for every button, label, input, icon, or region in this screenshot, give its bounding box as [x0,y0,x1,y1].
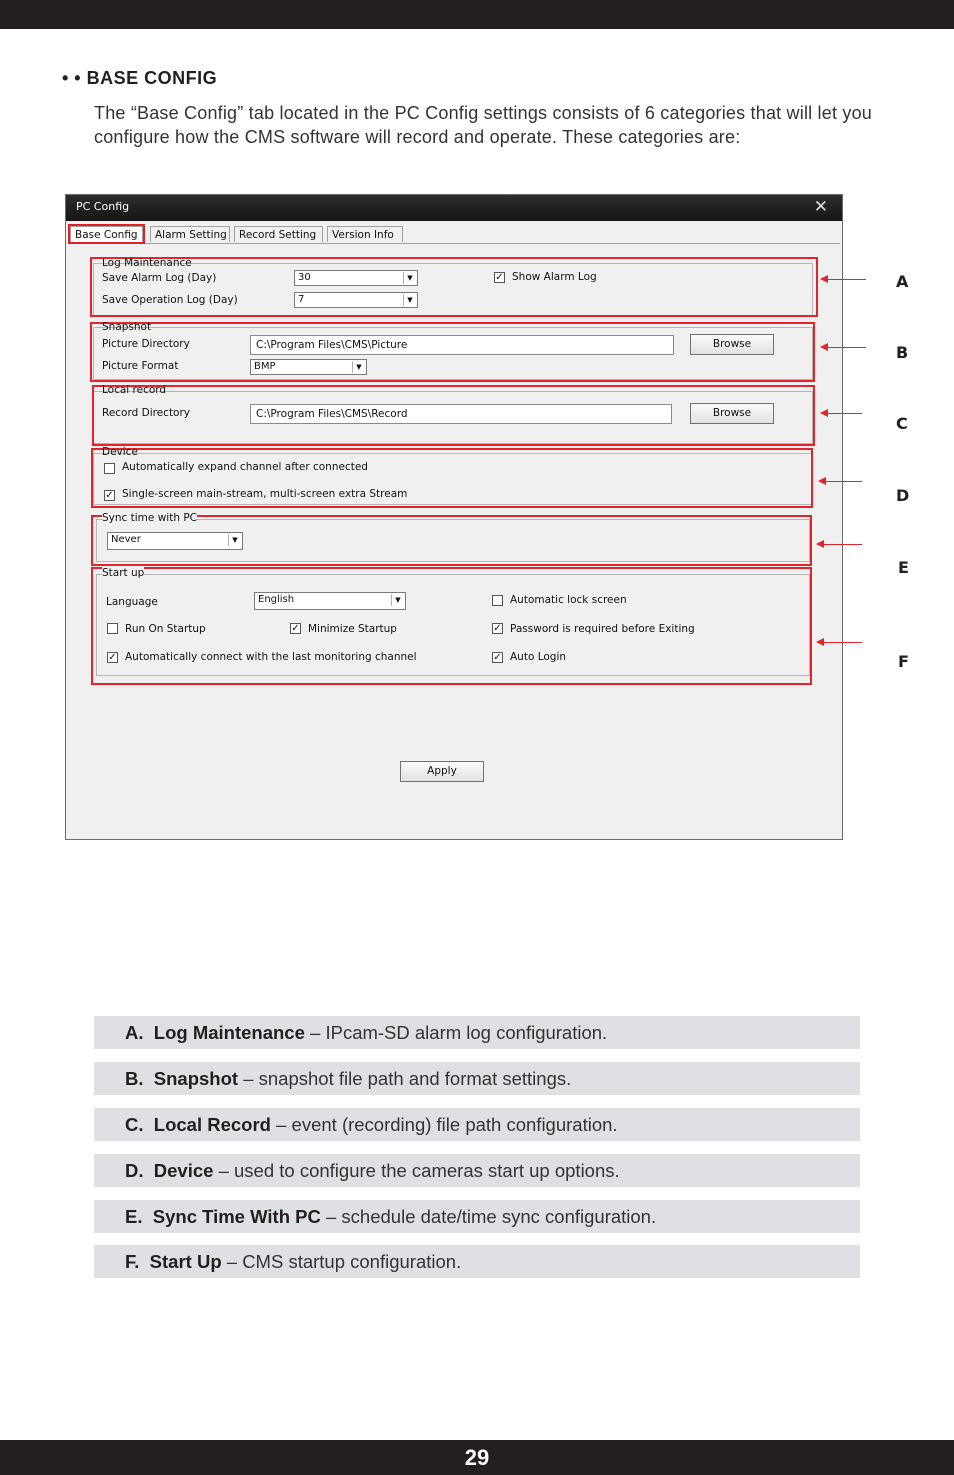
chevron-down-icon: ▼ [403,294,416,306]
legend-desc: – event (recording) file path configuration. [270,1114,618,1135]
top-bar [0,0,954,29]
picture-format-value: BMP [254,361,276,372]
highlight-a [90,257,818,317]
legend-desc: – used to configure the cameras start up options. [213,1160,620,1181]
callout-letter-c: C [896,414,908,433]
legend-key: C. [125,1114,144,1135]
page-number: 29 [464,1444,490,1470]
password-exit-checkbox[interactable]: ✓ [493,623,502,634]
record-browse-button[interactable]: Browse [690,403,774,424]
language-label: Language [106,596,158,608]
sync-time-select[interactable] [107,532,243,550]
callout-arrow-a [826,279,866,280]
picture-format-label: Picture Format [102,360,179,372]
log-group-label: Log Maintenance [102,257,192,269]
language-value: English [258,594,295,605]
legend-text-f [125,1251,461,1273]
password-exit-label: Password is required before Exiting [510,623,695,635]
snapshot-group-label: Snapshot [102,321,152,333]
picture-directory-label: Picture Directory [102,338,190,350]
pc-config-dialog [65,194,843,840]
legend-key: F. [125,1251,140,1272]
operation-log-label: Save Operation Log (Day) [102,294,238,306]
legend-text-d [125,1160,620,1182]
legend-desc: – snapshot file path and format settings. [238,1068,572,1089]
picture-directory-input[interactable]: C:\Program Files\CMS\Picture [250,335,674,355]
auto-connect-checkbox[interactable]: ✓ [108,652,117,663]
startup-group-label: Start up [102,567,145,579]
legend-row-a [94,1016,860,1049]
apply-button[interactable]: Apply [400,761,484,782]
callout-letter-d: D [896,486,910,505]
legend-desc: – schedule date/time sync configuration. [320,1206,657,1227]
language-select[interactable] [254,592,406,610]
device-group-label: Device [102,446,138,458]
sync-time-value: Never [111,534,141,545]
alarm-log-days-value: 30 [298,272,311,283]
arrowhead-e [816,540,824,548]
run-on-startup-checkbox[interactable] [107,623,118,634]
legend-key: D. [125,1160,144,1181]
heading-text: BASE CONFIG [86,68,218,88]
legend-term: Start Up [149,1251,222,1272]
legend-key: E. [125,1206,143,1227]
show-alarm-log-checkbox[interactable]: ✓ [495,272,504,283]
auto-login-label: Auto Login [510,651,567,663]
single-screen-label: Single-screen main-stream, multi-screen extra Stream [122,488,408,500]
dialog-title: PC Config [76,200,130,213]
arrowhead-b [820,343,828,351]
auto-lock-label: Automatic lock screen [510,594,627,606]
local-record-group-label: Local record [102,384,167,396]
alarm-log-days-select[interactable] [294,270,418,286]
auto-lock-checkbox[interactable] [492,595,503,606]
operation-log-days-value: 7 [298,294,305,305]
tab-bar [68,225,840,244]
show-alarm-log-label: Show Alarm Log [512,271,597,283]
legend-desc: – CMS startup configuration. [221,1251,462,1272]
legend-text-a [125,1022,607,1044]
minimize-startup-label: Minimize Startup [308,623,397,635]
auto-expand-label: Automatically expand channel after connected [122,461,368,473]
alarm-log-label: Save Alarm Log (Day) [102,272,217,284]
auto-login-checkbox[interactable]: ✓ [493,652,502,663]
arrowhead-c [820,409,828,417]
legend-term: Log Maintenance [153,1022,305,1043]
callout-arrow-b [826,347,866,348]
legend-row-b [94,1062,860,1095]
run-on-startup-label: Run On Startup [125,623,206,635]
chevron-down-icon: ▼ [228,534,241,546]
callout-arrow-d [824,481,862,482]
operation-log-days-select[interactable] [294,292,418,308]
chevron-down-icon: ▼ [403,272,416,284]
legend-key: B. [125,1068,144,1089]
tab-version-info[interactable]: Version Info [327,226,403,242]
picture-format-select[interactable] [250,359,367,375]
callout-arrow-f [822,642,862,643]
tab-alarm-setting[interactable]: Alarm Setting [150,226,230,242]
legend-row-e [94,1200,860,1233]
legend-term: Sync Time With PC [152,1206,321,1227]
callout-arrow-e [822,544,862,545]
callout-letter-a: A [896,272,909,291]
legend-term: Device [153,1160,214,1181]
dialog-titlebar [66,195,842,221]
sync-group-label: Sync time with PC [102,512,197,524]
legend-row-d [94,1154,860,1187]
bottom-bar [0,1440,954,1475]
chevron-down-icon: ▼ [391,594,404,606]
single-screen-checkbox[interactable]: ✓ [105,490,114,501]
heading-bullets: • • [62,68,82,88]
auto-connect-label: Automatically connect with the last monitoring channel [125,651,417,663]
legend-key: A. [125,1022,144,1043]
arrowhead-a [820,275,828,283]
section-heading [62,68,217,89]
tab-base-config[interactable]: Base Config [70,226,143,242]
callout-letter-e: E [898,558,909,577]
auto-expand-checkbox[interactable] [104,463,115,474]
record-directory-input[interactable]: C:\Program Files\CMS\Record [250,404,672,424]
arrowhead-f [816,638,824,646]
intro-paragraph: The “Base Config” tab located in the PC Config settings consists of 6 categories that will let you configure how the CMS software will record and operate. These categories are: [94,103,872,147]
legend-row-f [94,1245,860,1278]
chevron-down-icon: ▼ [352,361,365,373]
callout-letter-f: F [898,652,909,671]
record-directory-label: Record Directory [102,407,191,419]
picture-browse-button[interactable]: Browse [690,334,774,355]
minimize-startup-checkbox[interactable]: ✓ [291,623,300,634]
arrowhead-d [818,477,826,485]
close-icon[interactable]: ✕ [813,197,828,217]
callout-arrow-c [826,413,862,414]
legend-term: Snapshot [153,1068,239,1089]
callout-letter-b: B [896,343,909,362]
legend-text-c [125,1114,618,1136]
tab-record-setting[interactable]: Record Setting [234,226,323,242]
legend-text-b [125,1068,571,1090]
legend-term: Local Record [153,1114,271,1135]
legend-text-e [125,1206,656,1228]
legend-row-c [94,1108,860,1141]
legend-desc: – IPcam-SD alarm log configuration. [304,1022,608,1043]
